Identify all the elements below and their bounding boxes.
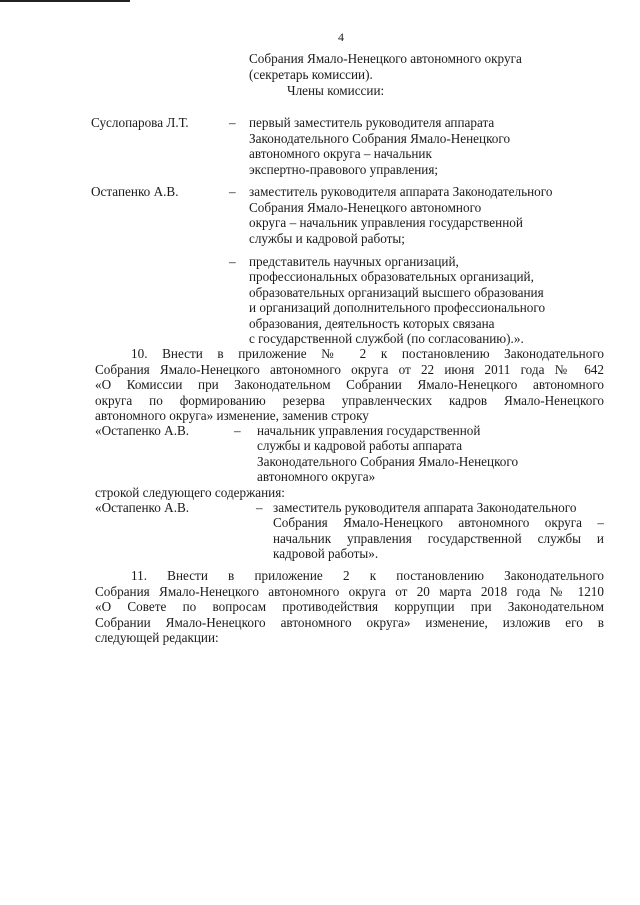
old-row-name: «Остапенко А.В. (95, 423, 190, 438)
new-row-line: кадровой работы». (273, 546, 379, 561)
new-row-dash: – (256, 500, 263, 515)
member-dash: – (229, 184, 236, 199)
old-row-line: службы и кадровой работы аппарата (257, 438, 463, 453)
member-role-line: округа – начальник управления государственной (249, 215, 523, 230)
member-name: Суслопарова Л.Т. (91, 115, 189, 130)
member-dash: – (229, 254, 236, 269)
member-dash: – (229, 115, 236, 130)
intro-line: Собрания Ямало-Ненецкого автономного округа (249, 51, 522, 66)
new-row-line: заместитель руководителя аппарата Законодательного (273, 500, 577, 515)
new-row-line: начальник управления государственной службы и (273, 531, 604, 546)
member-role-line: образования, деятельность которых связана (249, 316, 495, 331)
member-role-line: Собрания Ямало-Ненецкого автономного (249, 200, 482, 215)
item10-line: Собрания Ямало-Ненецкого автономного округа от 22 июня 2011 года № 642 (95, 362, 604, 377)
scan-edge-line (0, 0, 130, 2)
item10-line: «О Комиссии при Законодательном Собрании Ямало-Ненецкого автономного (95, 377, 604, 392)
new-row-name: «Остапенко А.В. (95, 500, 190, 515)
item11-line: следующей редакции: (95, 630, 219, 645)
item11-line: «О Совете по вопросам противодействия коррупции при Законодательном (95, 599, 604, 614)
item11-line: 11. Внести в приложение 2 к постановлению Законодательного (131, 568, 604, 583)
member-role-line: заместитель руководителя аппарата Законодательного (249, 184, 553, 199)
item10-line: автономного округа» изменение, заменив строку (95, 408, 369, 423)
member-role-line: экспертно-правового управления; (249, 162, 439, 177)
members-heading: Члены комиссии: (287, 83, 385, 98)
member-role-line: с государственной службой (по согласованию).». (249, 331, 524, 346)
new-row-line: Собрания Ямало-Ненецкого автономного округа – (273, 515, 604, 530)
item10-line: округа по формированию резерва управленческих кадров Ямало-Ненецкого (95, 393, 604, 408)
member-role-line: образовательных организаций высшего образования (249, 285, 544, 300)
member-role-line: службы и кадровой работы; (249, 231, 405, 246)
page-number: 4 (338, 30, 344, 44)
connector-text: строкой следующего содержания: (95, 485, 285, 500)
old-row-line: автономного округа» (257, 469, 376, 484)
old-row-line: начальник управления государственной (257, 423, 481, 438)
member-role-line: автономного округа – начальник (249, 146, 432, 161)
member-role-line: представитель научных организаций, (249, 254, 459, 269)
item10-line: 10. Внести в приложение № 2 к постановлению Законодательного (131, 346, 604, 361)
member-role-line: и организаций дополнительного профессионального (249, 300, 546, 315)
old-row-line: Законодательного Собрания Ямало-Ненецкого (257, 454, 519, 469)
old-row-dash: – (234, 423, 241, 438)
member-role-line: профессиональных образовательных организаций, (249, 269, 534, 284)
intro-line: (секретарь комиссии). (249, 67, 373, 82)
item11-line: Собрании Ямало-Ненецкого автономного округа» изменение, изложив его в (95, 615, 604, 630)
member-role-line: Законодательного Собрания Ямало-Ненецкого (249, 131, 511, 146)
member-role-line: первый заместитель руководителя аппарата (249, 115, 495, 130)
member-name: Остапенко А.В. (91, 184, 179, 199)
item11-line: Собрания Ямало-Ненецкого автономного округа от 20 марта 2018 года № 1210 (95, 584, 604, 599)
